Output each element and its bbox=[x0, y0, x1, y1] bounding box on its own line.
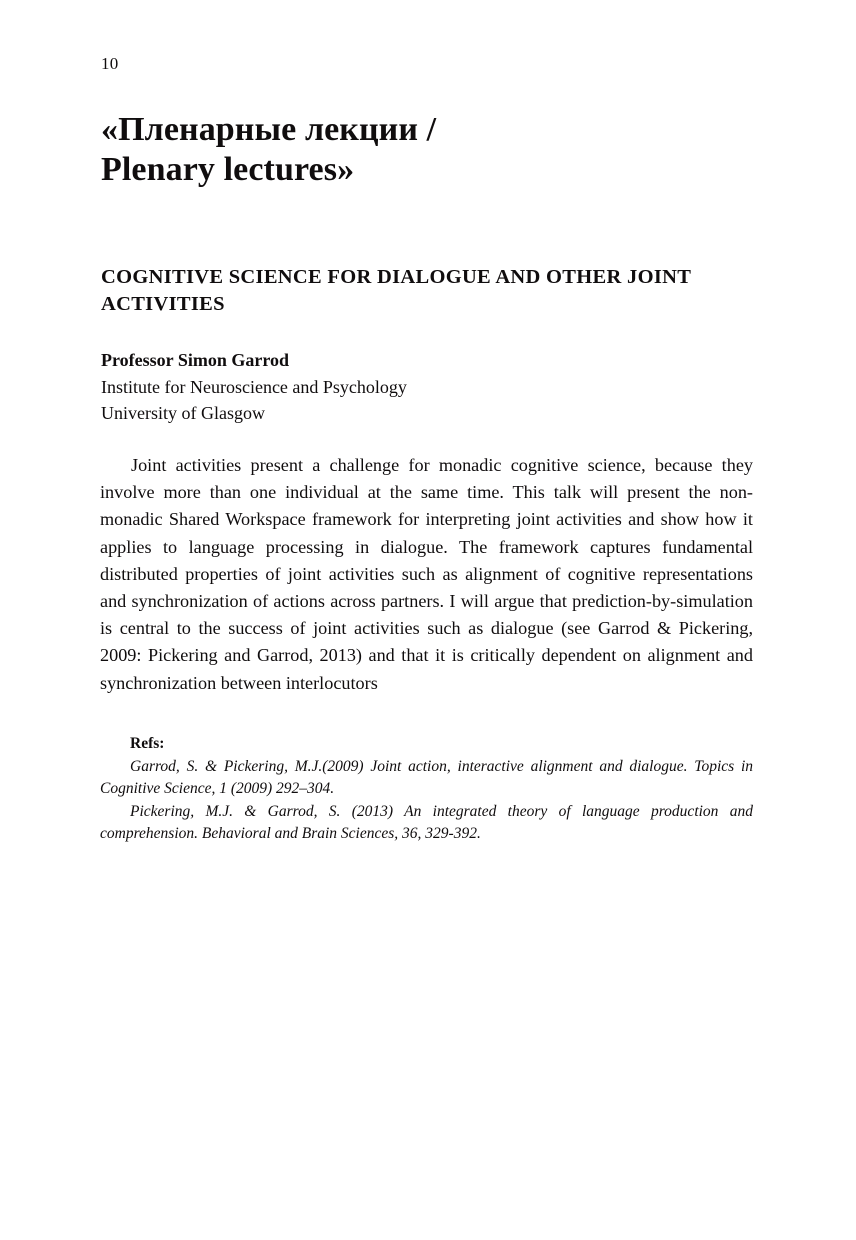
references-section bbox=[100, 733, 753, 845]
article-heading: COGNITIVE SCIENCE FOR DIALOGUE AND OTHER JOINT ACTIVITIES bbox=[101, 266, 691, 315]
affiliation-institute: Institute for Neuroscience and Psychology bbox=[101, 377, 407, 397]
references-label: Refs: bbox=[130, 735, 165, 752]
page-title-line-2: Plenary lectures» bbox=[101, 151, 355, 188]
reference-item bbox=[100, 756, 753, 800]
page-title bbox=[101, 110, 761, 190]
abstract-text: Joint activities present a challenge for monadic cognitive science, because they involve more than one individual at the same time. This talk will present the non-monadic Shared Workspace framework for interpreting joint activities and show how it applies to language processing in dialogue. The framework captures fundamental distributed properties of joint activities such as alignment of cognitive representations and synchronization of actions across partners. I will argue that prediction-by-simulation is central to the success of joint activities such as dialogue (see Garrod & Pickering, 2009: Pickering and Garrod, 2013) and that it is critically dependent on alignment and synchronization between interlocutors bbox=[100, 455, 753, 693]
reference-text: Garrod, S. & Pickering, M.J.(2009) Joint action, interactive alignment and dialogue. Topics in Cognitive Science, 1 (2009) 292–304. bbox=[100, 758, 753, 797]
author-name: Professor Simon Garrod bbox=[101, 350, 289, 370]
author-affiliation bbox=[101, 374, 701, 426]
affiliation-university: University of Glasgow bbox=[101, 403, 265, 423]
abstract-paragraph bbox=[100, 452, 753, 697]
page-title-line-1: «Пленарные лекции / bbox=[101, 111, 437, 148]
reference-item bbox=[100, 801, 753, 845]
reference-text: Pickering, M.J. & Garrod, S. (2013) An integrated theory of language production and comprehension. Behavioral and Brain Sciences, 36, 329-392. bbox=[100, 803, 753, 842]
page-number: 10 bbox=[101, 54, 119, 73]
